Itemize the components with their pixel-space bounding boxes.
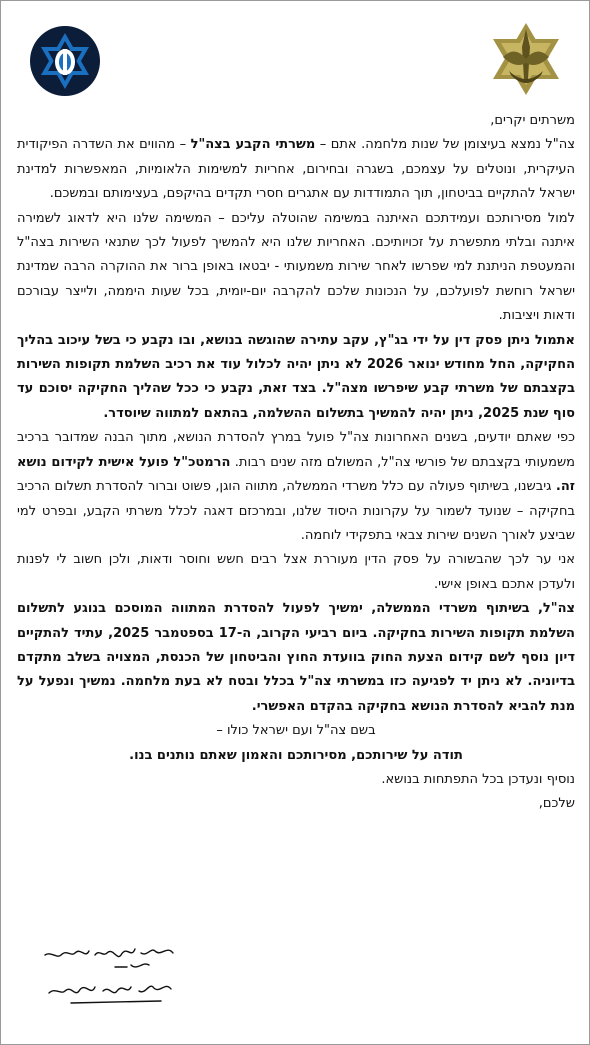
closing-line-3: נוסיף ונעדכן בכל התפתחות בנושא. [381, 771, 575, 787]
handwritten-signature-icon [31, 931, 181, 1011]
idf-emblem-icon [489, 19, 563, 99]
paragraph-1: צה"ל נמצא בעיצומן של שנות מלחמה. אתם – משרתי הקבע בצה"ל – מהווים את השדרה הפיקודית העיקרית, ונוטלים על עצמכם, בשגרה ובחירום, אחריות למשימות הלאומיות, המאפשרות למדינת ישראל להתקיים בביטחון, תוך התמודדות עם אתגרים חסרי תקדים בהיקפם, בעצימותם ובמשכם. [17, 137, 575, 202]
highlight-career-soldiers: משרתי הקבע בצה"ל [190, 137, 316, 153]
paragraph-4: כפי שאתם יודעים, בשנים האחרונות צה"ל פועל במרץ להסדרת הנושא, מתוך הבנה שמדובר ברכיב משמעותי בקצבתם של פורשי צה"ל, המשולם מזה שנים רבות. הרמטכ"ל פועל אישית לקידום נושא זה. גיבשנו, בשיתוף פעולה עם כלל משרדי הממשלה, מתווה הוגן, פשוט וברור להסדרת תשלום הרכיב בחקיקה – שנועד לשמור על עקרונות היסוד שלנו, ובמרכזם דאגה לכלל משרתי הקבע, ובפרט למי שביצע לאורך השנים שירות צבאי בתפקידי לוחמה. [17, 430, 576, 543]
letter-body [17, 109, 575, 817]
paragraph-2: למול מסירותכם ועמידתכם האיתנה במשימה שהוטלה עליכם – המשימה שלנו היא לדאוג לשמירה איתנה ובלתי מתפשרת על זכויותיכם. האחריות שלנו היא להמשיך לפעול לכך שתנאי השירות בצה"ל והמעטפת הניתנת למי שפרשו לאחר שירות משמעותי - יבטאו באופן ברור את ההוקרה הרבה שמדינת ישראל רוחשת לפועלכם, על הנכונות שלכם להקרבה יום-יומית, בכל שעות היממה, ולייצר עבורכם ודאות ויציבות. [17, 210, 575, 324]
closing-line-2: תודה על שירותכם, מסירותכם והאמון שאתם נותנים בנו. [129, 747, 463, 763]
highlight-chief-of-staff: הרמטכ"ל פועל אישית לקידום נושא זה. [17, 454, 575, 495]
closing-line-4: שלכם, [538, 796, 575, 812]
paragraph-5: אני ער לכך שהבשורה על פסק הדין מעוררת אצל רבים חשש וחוסר ודאות, ולכן חשוב לי לפנות ולעדכן אתכם באופן אישי. [17, 552, 575, 592]
paragraph-6: צה"ל, בשיתוף משרדי הממשלה, ימשיך לפעול להסדרת המתווה המוסכם בנוגע לתשלום השלמת תקופות השירות בחקיקה. ביום רביעי הקרוב, ה-17 בספטמבר 2025, עתיד להתקיים דיון נוסף לשם קידום הצעת החוק בוועדת החוץ והביטחון של הכנסת, המצויה בשלב מתקדם בדיוניה. לא ניתן יד לפגיעה כזו במשרתי צה"ל בכלל ובטח לא בעת מלחמה. נמשיך ונפעל על מנת להביא להסדרת הנושא בחקיקה בהקדם האפשרי. [17, 601, 575, 714]
personnel-directorate-emblem-icon [29, 25, 101, 97]
paragraph-3: אתמול ניתן פסק דין על ידי בג"ץ, עקב עתירה שהוגשה בנושא, ובו נקבע כי בשל עיכוב בהליך החקיקה, החל מחודש ינואר 2026 לא ניתן יהיה לכלול עוד את רכיב השלמת תקופות השירות בקצבתם של משרתי קבע שיפרשו מצה"ל. בצד זאת, נקבע כי ככל שהליך החקיקה יסוכם עד סוף שנת 2025, ניתן יהיה להמשיך בתשלום ההשלמה, בהתאם למתווה שיוסדר. [17, 332, 575, 421]
greeting: משרתים יקרים, [490, 113, 575, 128]
closing-line-1: בשם צה"ל ועם ישראל כולו – [216, 723, 376, 739]
